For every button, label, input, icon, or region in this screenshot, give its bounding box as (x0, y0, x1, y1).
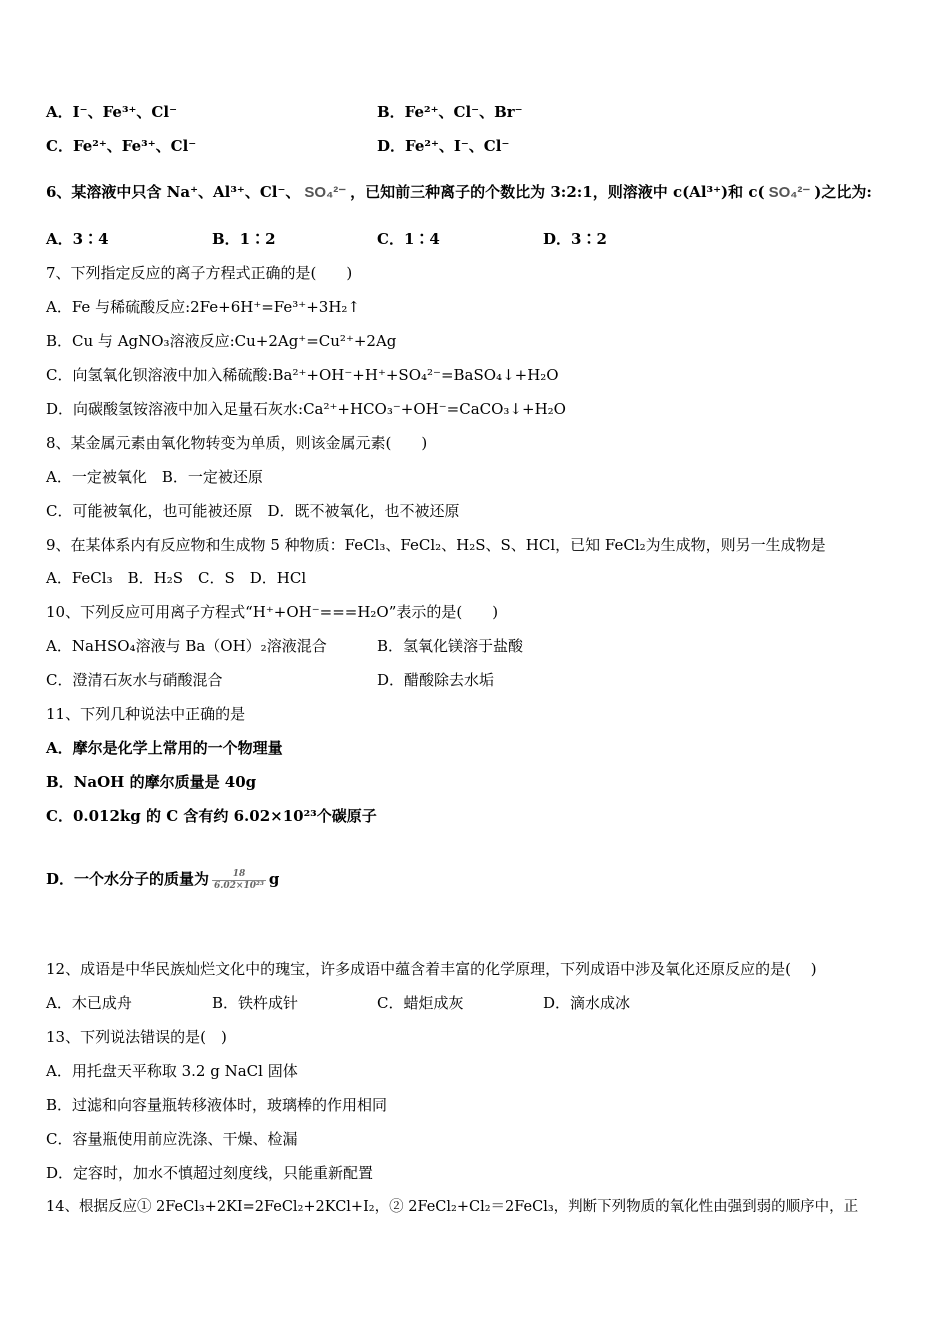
q8-options-cd: C．可能被氧化，也可能被还原 D．既不被氧化，也不被还原 (46, 502, 460, 520)
q12-option-c: C．蜡炬成灰 (377, 994, 464, 1012)
q6-option-c: C．1∶4 (377, 230, 440, 248)
q11-option-a: A．摩尔是化学上常用的一个物理量 (46, 739, 283, 757)
q6-option-a: A．3∶4 (46, 230, 109, 248)
water-mass-fraction (212, 869, 266, 892)
q10-option-b: B．氢氧化镁溶于盐酸 (377, 637, 524, 655)
q6-stem-part1: 6、某溶液中只含 Na⁺、Al³⁺、Cl⁻、 (46, 183, 301, 201)
q12-option-d: D．滴水成冰 (543, 994, 631, 1012)
q13-option-b: B．过滤和向容量瓶转移液体时，玻璃棒的作用相同 (46, 1096, 388, 1114)
q8-options-ab: A．一定被氧化 B．一定被还原 (46, 468, 263, 486)
q11-option-d (46, 859, 279, 899)
q7-option-a: A．Fe 与稀硫酸反应:2Fe+6H⁺=Fe³⁺+3H₂↑ (46, 298, 360, 316)
q5-option-c: C．Fe²⁺、Fe³⁺、Cl⁻ (46, 137, 197, 155)
q5-option-d: D．Fe²⁺、I⁻、Cl⁻ (377, 137, 510, 155)
q10-option-d: D．醋酸除去水垢 (377, 671, 495, 689)
q9-options: A．FeCl₃ B．H₂S C．S D．HCl (46, 569, 307, 587)
q12-stem: 12、成语是中华民族灿烂文化中的瑰宝，许多成语中蕴含着丰富的化学原理，下列成语中涉及氧化还原反应的是( ) (46, 960, 817, 978)
q6-stem-part2: ，已知前三种离子的个数比为 3:2:1，则溶液中 c(Al³⁺)和 c( (350, 183, 765, 201)
q6-option-b: B．1∶2 (212, 230, 276, 248)
q11-option-d-text: D．一个水分子的质量为 (46, 870, 210, 888)
q11-option-d-unit: g (268, 870, 280, 888)
q5-option-b: B．Fe²⁺、Cl⁻、Br⁻ (377, 103, 523, 121)
q10-option-a: A．NaHSO₄溶液与 Ba（OH）₂溶液混合 (46, 637, 327, 655)
q13-option-c: C．容量瓶使用前应洗涤、干燥、检漏 (46, 1130, 298, 1148)
q11-option-b: B．NaOH 的摩尔质量是 40g (46, 773, 257, 791)
q6-stem-part3: )之比为: (814, 183, 872, 201)
q9-stem: 9、在某体系内有反应物和生成物 5 种物质：FeCl₃、FeCl₂、H₂S、S、HCl，已知 FeCl₂为生成物，则另一生成物是 (46, 536, 826, 554)
q6-stem (46, 181, 872, 204)
fraction-numerator: 18 (212, 869, 266, 881)
q13-stem: 13、下列说法错误的是( ) (46, 1028, 227, 1046)
q11-stem: 11、下列几种说法中正确的是 (46, 705, 246, 723)
q7-stem: 7、下列指定反应的离子方程式正确的是( ) (46, 264, 353, 282)
q8-stem: 8、某金属元素由氧化物转变为单质，则该金属元素( ) (46, 434, 428, 452)
q12-option-b: B．铁杵成针 (212, 994, 299, 1012)
q10-stem: 10、下列反应可用离子方程式“H⁺+OH⁻===H₂O”表示的是( ) (46, 603, 499, 621)
q11-option-c: C．0.012kg 的 C 含有约 6.02×10²³个碳原子 (46, 807, 377, 825)
q7-option-d: D．向碳酸氢铵溶液中加入足量石灰水:Ca²⁺+HCO₃⁻+OH⁻=CaCO₃↓+H₂O (46, 400, 566, 418)
q13-option-a: A．用托盘天平称取 3.2 g NaCl 固体 (46, 1062, 298, 1080)
q12-option-a: A．木已成舟 (46, 994, 132, 1012)
q7-option-c: C．向氢氧化钡溶液中加入稀硫酸:Ba²⁺+OH⁻+H⁺+SO₄²⁻=BaSO₄↓+H₂O (46, 366, 559, 384)
q6-option-d: D．3∶2 (543, 230, 607, 248)
fraction-denominator: 6.02×10²³ (214, 880, 264, 891)
q13-option-d: D．定容时，加水不慎超过刻度线，只能重新配置 (46, 1164, 374, 1182)
q10-option-c: C．澄清石灰水与硝酸混合 (46, 671, 223, 689)
q14-stem: 14、根据反应① 2FeCl₃+2KI=2FeCl₂+2KCl+I₂，② 2FeCl₂+Cl₂＝2FeCl₃，判断下列物质的氧化性由强到弱的顺序中，正 (46, 1199, 859, 1215)
sulfate-ion-formula: SO₄²⁻ (304, 184, 347, 201)
q5-option-a: A．I⁻、Fe³⁺、Cl⁻ (46, 103, 177, 121)
q7-option-b: B．Cu 与 AgNO₃溶液反应:Cu+2Ag⁺=Cu²⁺+2Ag (46, 332, 397, 350)
sulfate-ion-formula-2: SO₄²⁻ (768, 184, 811, 201)
